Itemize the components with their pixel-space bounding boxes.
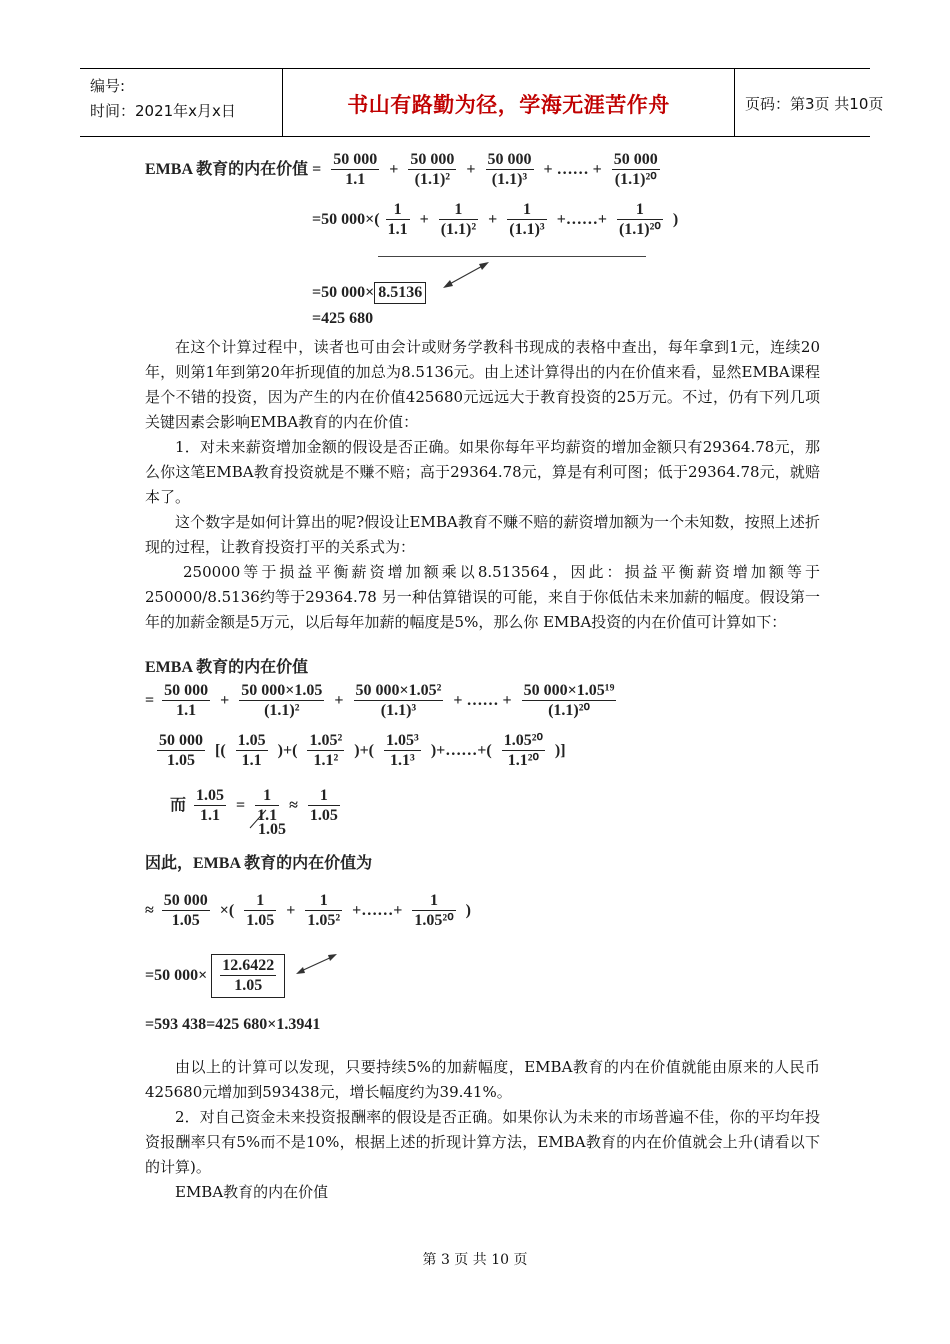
header-page-cell [735, 69, 884, 136]
fraction: $\frac{\text{1.05²}}{\text{1.1²}}$ [309, 732, 343, 769]
boxed-value: 8.5136 [374, 282, 426, 304]
paragraph: 这个数字是如何计算出的呢?假设让EMBA教育不赚不赔的薪资增加额为一个未知数，按照上述折现的过程，让教育投资打平的关系式为： [145, 513, 820, 556]
formula-2-therefore: 因此，EMBA 教育的内在价值为 [145, 855, 373, 872]
fraction: $\frac{\text{50 000×1.05¹⁹}}{\text{(1.1)²⁰}}$ [523, 682, 615, 719]
fraction: $\frac{12.6422}{1.05}$ [222, 957, 275, 994]
header-motto: 书山有路勤为径，学海无涯苦作舟 [347, 93, 670, 117]
formula-2-result: =593 438=425 680×1.3941 [145, 1016, 321, 1033]
fraction: $\frac{1}{\text{(1.1)²⁰}}$ [618, 201, 661, 238]
fraction: $\frac{1}{1.05}$ [309, 787, 338, 824]
formula-2-title: EMBA 教育的内在价值 [145, 659, 309, 676]
document-header [80, 68, 884, 137]
fraction: $\frac{50 000}{\text{(1.1)³}}$ [487, 151, 532, 188]
page-footer: 第 3 页 共 10 页 [422, 1252, 528, 1268]
formula-1-line-4: =425 680 [312, 310, 374, 327]
fraction: $\frac{1}{\text{1.05²⁰}}$ [414, 892, 454, 929]
fraction: $\frac{50 000}{1.05}$ [159, 732, 203, 769]
fraction: $\frac{1.05}{1.1}$ [196, 787, 225, 824]
paragraph: 2．对自己资金未来投资报酬率的假设是否正确。如果你认为未来的市场普遍不佳，你的平均年投资报酬率只有5%而不是10%，根据上述的折现计算方法，EMBA教育的内在价值就会上升(请看以下的计算)。 [145, 1108, 820, 1176]
fraction: $\frac{50 000}{1.1}$ [164, 682, 209, 719]
paragraph: 1．对未来薪资增加金额的假设是否正确。如果你每年平均薪资的增加金额只有29364.78元，那么你这笔EMBA教育投资就是不赚不赔；高于29364.78元，算是有利可图；低于29364.78元，就赔本了。 [145, 438, 820, 506]
fraction: $\frac{1}{\text{(1.1)²}}$ [440, 201, 477, 238]
fraction: $\frac{\text{50 000×1.05²}}{\text{(1.1)³}}$ [355, 682, 442, 719]
fraction: $\frac{50 000}{1.05}$ [163, 892, 208, 929]
fraction: $\frac{1}{1.1}$ [387, 201, 408, 238]
formula-1-line-2: =50 000×( $\frac{1}{1.1}$ + $\frac{1}{\text{(1.1)²}}$ + $\frac{1}{\text{(1.1)³}}$ +……+ $\frac{1}{\text{(1.1)²⁰}}$ ) [312, 201, 679, 238]
fraction: $\frac{1}{1.1}$ [257, 787, 278, 824]
double-arrow-icon [294, 952, 338, 976]
fraction: $\frac{50 000}{\text{(1.1)²⁰}}$ [613, 151, 658, 188]
paragraph: EMBA教育的内在价值 [175, 1183, 329, 1201]
formula-2-line-2: $\frac{50 000}{1.05}$ [( $\frac{1.05}{1.1}$ )+( $\frac{\text{1.05²}}{\text{1.1²}}$ )+( $\frac{\text{1.05³}}{\text{1.1³}}$ )+……+( $\frac{\text{1.05²⁰}}{\text{1.1²⁰}}$ )] [159, 732, 566, 769]
fraction: $\frac{1}{\text{1.05²}}$ [307, 892, 341, 929]
fraction: $\frac{50 000}{1.1}$ [333, 151, 378, 188]
double-arrow-icon [440, 258, 492, 292]
formula-2-sub-value: 1.05 [258, 821, 286, 838]
fraction: $\frac{1.05}{1.1}$ [237, 732, 266, 769]
boxed-value [211, 954, 285, 998]
fraction: $\frac{\text{1.05²⁰}}{\text{1.1²⁰}}$ [503, 732, 543, 769]
document-date-label: 时间：2021年x月x日 [90, 102, 236, 120]
fraction: $\frac{1}{1.05}$ [246, 892, 275, 929]
formula-2-line-4: ≈ $\frac{50 000}{1.05}$ ×( $\frac{1}{1.05}$ + $\frac{1}{\text{1.05²}}$ +……+ $\frac{1}{\text{1.05²⁰}}$ ) [145, 892, 471, 929]
fraction: $\frac{50 000\times 1.05}{\text{(1.1)²}}$ [241, 682, 323, 719]
paragraph: 由以上的计算可以发现，只要持续5%的加薪幅度，EMBA教育的内在价值就能由原来的人民币425680元增加到593438元，增长幅度约为39.41%。 [145, 1058, 820, 1101]
formula-1-line-3: =50 000× 8.5136 [312, 282, 426, 304]
document-number-label: 编号: [90, 77, 126, 95]
header-meta-cell [80, 69, 283, 136]
formula-2-line-3: 而 $\frac{1.05}{1.1}$ = $\frac{1}{1.1}$ ≈ $\frac{1}{1.05}$ [170, 787, 338, 824]
paragraph: 在这个计算过程中，读者也可由会计或财务学教科书现成的表格中查出，每年拿到1元，连续20年，则第1年到第20年折现值的加总为8.5136元。由上述计算得出的内在价值来看，显然EMBA课程是个不错的投资，因为产生的内在价值425680元远远大于教育投资的25万元。不过，仍有下列几项关键因素会影响EMBA教育的内在价值： [145, 338, 820, 431]
formula-2-line-1: = $\frac{50 000}{1.1}$ + $\frac{50 000\times 1.05}{\text{(1.1)²}}$ + $\frac{\text{50 000×1.05²}}{\text{(1.1)³}}$ + …… + $\frac{\text{50 000×1.05¹⁹}}{\text{(1.1)²⁰}}$ [145, 682, 615, 719]
paragraph: 250000等于损益平衡薪资增加额乘以8.513564，因此：损益平衡薪资增加额等于250000/8.5136约等于29364.78 另一种估算错误的可能，来自于你低估未来加薪的幅度。假设第一年的加薪金额是5万元，以后每年加薪的幅度是5%，那么你 EMBA投资的内在价值可计算如下： [145, 563, 820, 631]
fraction: $\frac{50 000}{\text{(1.1)²}}$ [410, 151, 455, 188]
header-motto-cell [283, 69, 735, 136]
formula-1-line-1: EMBA 教育的内在价值 = $\frac{50 000}{1.1}$ + $\frac{50 000}{\text{(1.1)²}}$ + $\frac{50 000}{\text{(1.1)³}}$ + …… + $\frac{50 000}{\text{(1.1)²⁰}}$ [145, 151, 658, 188]
underline-divider [378, 256, 646, 257]
formula-2-line-5: =50 000× $\frac{12.6422}{1.05}$ [145, 954, 285, 998]
fraction: $\frac{1}{\text{(1.1)³}}$ [509, 201, 545, 238]
fraction: $\frac{\text{1.05³}}{\text{1.1³}}$ [386, 732, 419, 769]
header-page-number: 页码：第3页 共10页 [745, 95, 884, 113]
